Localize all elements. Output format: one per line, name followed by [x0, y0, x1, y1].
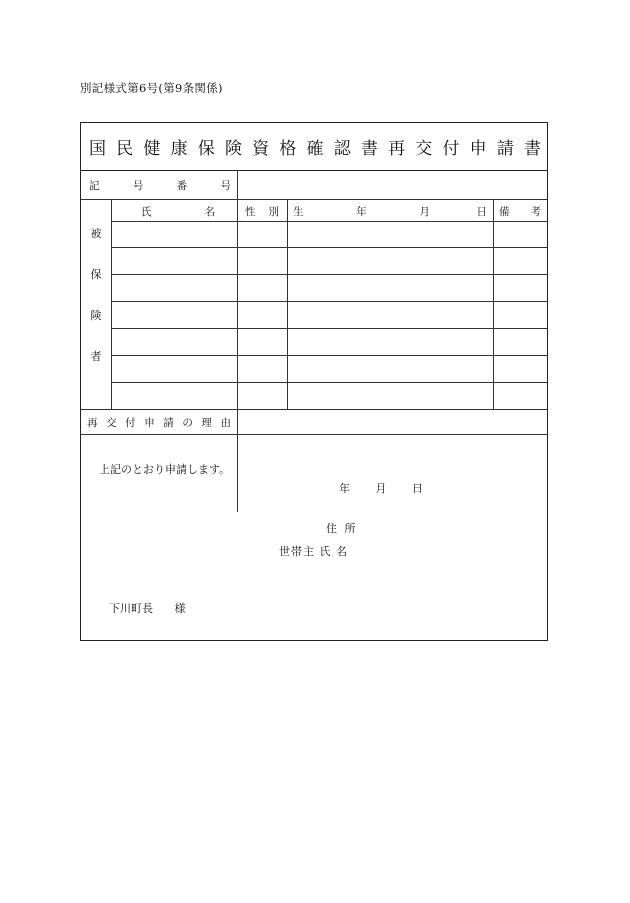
divider: [111, 247, 547, 248]
title-char: 書: [524, 139, 541, 159]
form-number-note: 別記様式第6号(第9条関係): [80, 81, 223, 95]
record-number-label-char: 番: [176, 179, 188, 192]
reason-label-char: 請: [163, 416, 174, 429]
address-label: 住 所: [326, 522, 358, 535]
title-char: 民: [116, 139, 134, 159]
divider: [111, 274, 547, 275]
reason-label-char: 交: [106, 416, 117, 429]
form-title: [81, 123, 547, 171]
divider: [287, 199, 288, 409]
reason-label-char: 付: [125, 416, 136, 429]
addressee-honorific: 様: [174, 602, 186, 615]
divider: [111, 301, 547, 302]
divider: [111, 199, 112, 409]
title-char: 資: [252, 139, 270, 159]
title-char: 請: [496, 139, 514, 159]
column-sex-char: 性: [245, 205, 256, 218]
reason-label-char: 理: [201, 416, 212, 429]
insured-label-char: 険: [90, 309, 102, 322]
divider: [111, 221, 547, 222]
birth-month-label: 月: [419, 205, 430, 218]
date-month-label: 月: [375, 482, 387, 495]
title-char: 再: [388, 139, 406, 159]
divider: [81, 434, 547, 435]
record-number-label: [89, 171, 231, 199]
application-date: [339, 480, 423, 496]
insured-label-char: 者: [90, 350, 102, 363]
record-number-field[interactable]: [238, 172, 546, 198]
declaration-text: 上記のとおり申請します。: [99, 463, 231, 476]
title-char: 書: [360, 139, 378, 159]
record-number-label-char: 号: [220, 179, 231, 192]
record-number-label-char: 記: [89, 179, 100, 192]
reason-label-char: の: [182, 416, 193, 429]
title-char: 確: [306, 139, 324, 159]
title-char: 交: [415, 139, 433, 159]
date-day-label: 日: [412, 482, 423, 495]
date-year-label: 年: [339, 482, 350, 495]
divider: [111, 382, 547, 383]
reissue-application-form: [80, 122, 548, 641]
column-sex-char: 別: [268, 205, 279, 218]
birth-day-label: 日: [476, 205, 487, 218]
divider: [81, 199, 547, 200]
reason-label-char: 申: [144, 416, 155, 429]
title-char: 康: [170, 139, 188, 159]
insured-label-char: 保: [90, 268, 102, 281]
title-char: 険: [224, 139, 242, 159]
column-header-birthdate: [293, 203, 487, 219]
divider: [111, 328, 547, 329]
householder-name-label: 世帯主 氏 名: [279, 545, 348, 558]
insured-label-char: 被: [90, 227, 102, 240]
reason-label-char: 再: [87, 416, 98, 429]
title-char: 保: [197, 139, 215, 159]
column-name-char: 名: [204, 205, 215, 218]
column-header-name: [141, 203, 215, 219]
birth-year-label: 年: [356, 205, 367, 218]
title-char: 付: [442, 139, 460, 159]
column-header-remarks: [499, 203, 541, 219]
column-name-char: 氏: [141, 205, 152, 218]
reason-field[interactable]: [238, 410, 546, 433]
column-header-sex: [245, 203, 279, 219]
addressee: [109, 600, 186, 616]
reason-label-char: 由: [220, 416, 231, 429]
column-remarks-char: 備: [499, 205, 510, 218]
title-char: 認: [333, 139, 351, 159]
title-char: 健: [143, 139, 161, 159]
record-number-label-char: 号: [132, 179, 144, 192]
reason-label: [87, 410, 231, 434]
column-remarks-char: 考: [530, 205, 541, 218]
title-char: 国: [89, 139, 106, 159]
divider: [111, 355, 547, 356]
title-char: 申: [469, 139, 487, 159]
birth-label: 生: [293, 205, 304, 218]
title-char: 格: [279, 139, 297, 159]
divider: [493, 199, 494, 409]
addressee-name: 下川町長: [109, 602, 153, 615]
